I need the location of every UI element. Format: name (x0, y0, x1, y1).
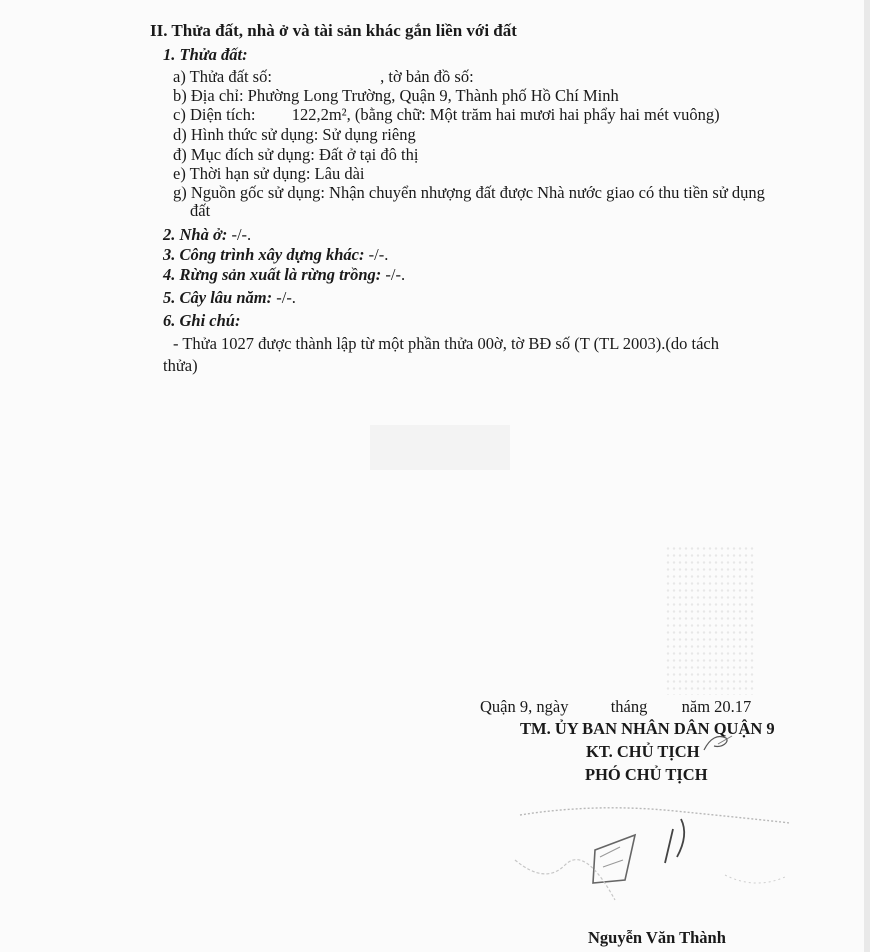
part3-heading: 3. Công trình xây dựng khác: (163, 245, 365, 264)
part5-value: -/-. (276, 288, 296, 307)
part2-heading: 2. Nhà ở: (163, 225, 228, 244)
signature-date (480, 697, 751, 717)
date-year: năm 20.17 (681, 697, 752, 716)
stamp-fragment-icon (700, 730, 740, 755)
note-line1: - Thửa 1027 được thành lập từ một phần thửa 00ờ, tờ BĐ số (T (TL 2003).(do tách (173, 334, 720, 353)
part1-heading: 1. Thửa đất: (163, 45, 248, 64)
map-sheet-label: , tờ bản đồ số: (380, 67, 474, 86)
usage-form: d) Hình thức sử dụng: Sử dụng riêng (173, 125, 416, 144)
usage-purpose: đ) Mục đích sử dụng: Đất ở tại đô thị (173, 145, 419, 164)
usage-term: e) Thời hạn sử dụng: Lâu dài (173, 164, 365, 183)
scan-noise (665, 545, 755, 695)
part4-value: -/-. (385, 265, 406, 284)
signing-organization: TM. ỦY BAN NHÂN DÂN QUẬN 9 (520, 719, 775, 738)
scan-smudge (370, 425, 510, 470)
usage-origin-cont: đất (190, 201, 211, 220)
part2 (163, 225, 251, 245)
signer-name: Nguyễn Văn Thành (588, 928, 726, 947)
part3-value: -/-. (368, 245, 389, 264)
part6-heading: 6. Ghi chú: (163, 311, 241, 330)
usage-origin: g) Nguồn gốc sử dụng: Nhận chuyển nhượng đất được Nhà nước giao có thu tiền sử dụng (173, 183, 765, 202)
area (173, 105, 720, 125)
signer-role-1: KT. CHỦ TỊCH (586, 742, 700, 761)
land-plot-number-label: a) Thửa đất số: (173, 67, 272, 86)
note-line2: thửa) (163, 356, 198, 375)
part5-heading: 5. Cây lâu năm: (163, 288, 273, 307)
land-plot-number (173, 67, 474, 87)
address: b) Địa chỉ: Phường Long Trường, Quận 9, Thành phố Hồ Chí Minh (173, 86, 619, 105)
page-edge (864, 0, 870, 952)
date-month: tháng (610, 697, 648, 716)
date-place: Quận 9, ngày (480, 697, 569, 716)
part3 (163, 245, 388, 265)
part4 (163, 265, 405, 285)
part2-value: -/-. (231, 225, 252, 244)
signer-role-2: PHÓ CHỦ TỊCH (585, 765, 708, 784)
part5 (163, 288, 296, 308)
area-value: 122,2m², (bằng chữ: Một trăm hai mươi hai phẩy hai mét vuông) (291, 105, 720, 124)
part4-heading: 4. Rừng sản xuất là rừng trồng: (163, 265, 382, 284)
signature-scribble-icon (505, 805, 805, 925)
area-label: c) Diện tích: (173, 105, 256, 124)
section-title: II. Thửa đất, nhà ở và tài sản khác gắn liền với đất (150, 21, 517, 40)
